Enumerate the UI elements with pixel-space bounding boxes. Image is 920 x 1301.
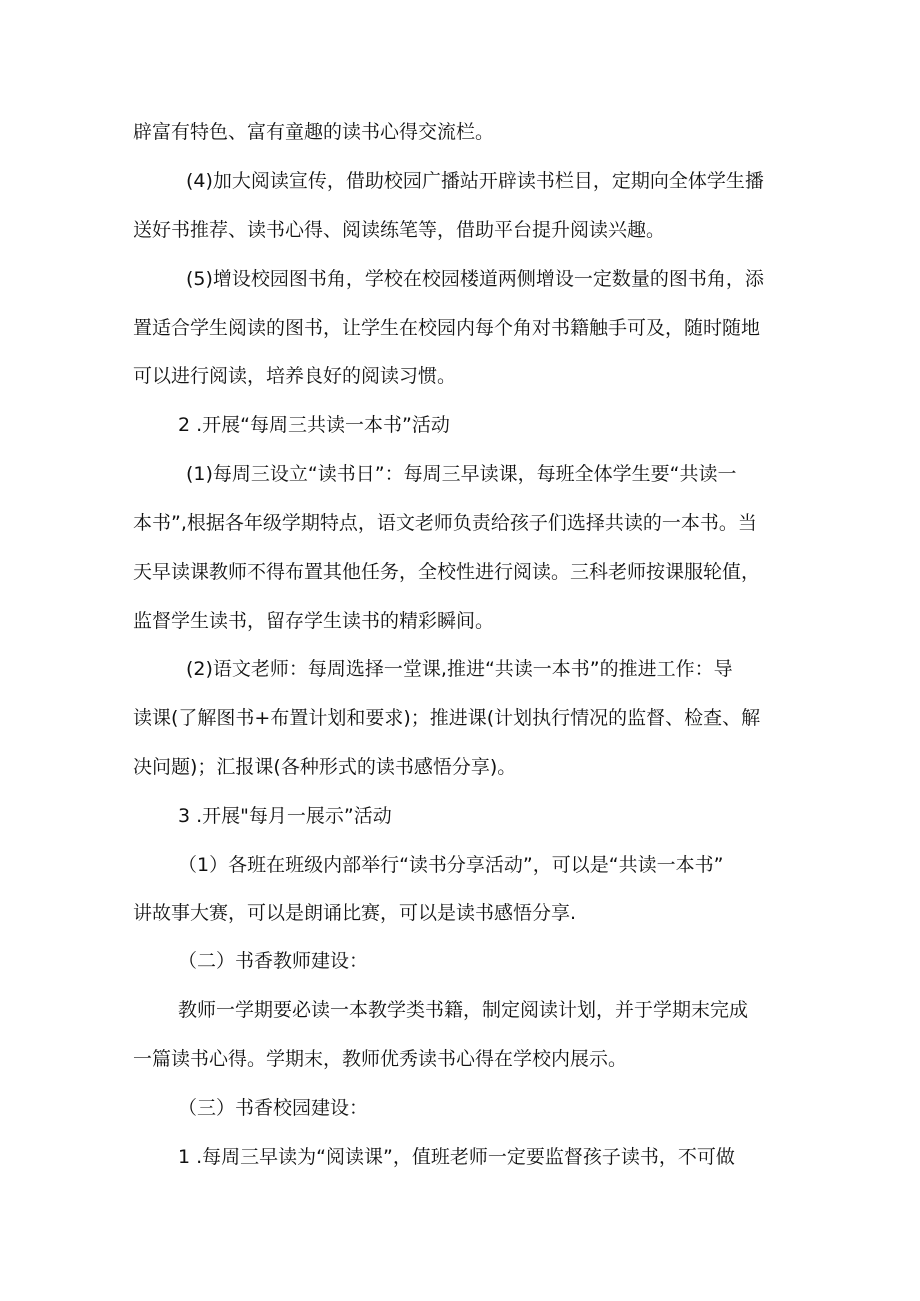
section-heading-campus-building: （三）书香校园建设： — [178, 1097, 369, 1119]
section-heading-monthly-showcase: 3 .开展"每月一展示”活动 — [178, 805, 392, 827]
section-heading-wednesday-reading: 2 .开展“每周三共读一本书”活动 — [178, 414, 450, 436]
paragraph-line: 监督学生读书，留存学生读书的精彩瞬间。 — [133, 610, 495, 632]
paragraph-line: 讲故事大赛，可以是朗诵比赛，可以是读书感悟分享. — [133, 902, 577, 924]
list-item-reading-promotion: (4)加大阅读宣传，借助校园广播站开辟读书栏目，定期向全体学生播 — [186, 170, 764, 192]
list-item-library-corner: (5)增设校园图书角，学校在校园楼道两侧增设一定数量的图书角，添 — [186, 268, 764, 290]
paragraph-line: 本书”,根据各年级学期特点，语文老师负责给孩子们选择共读的一本书。当 — [133, 512, 757, 534]
paragraph-line: 决问题)；汇报课(各种形式的读书感悟分享)。 — [133, 756, 517, 778]
list-item-class-sharing: （1）各班在班级内部举行“读书分享活动”，可以是“共读一本书” — [178, 854, 724, 876]
paragraph-line: 可以进行阅读，培养良好的阅读习惯。 — [133, 365, 457, 387]
paragraph-line: 置适合学生阅读的图书，让学生在校园内每个角对书籍触手可及，随时随地 — [133, 317, 761, 339]
list-item-reading-class: 1 .每周三早读为“阅读课”，值班老师一定要监督孩子读书，不可做 — [178, 1146, 735, 1168]
paragraph-line: 辟富有特色、富有童趣的读书心得交流栏。 — [133, 121, 495, 143]
paragraph-line: 送好书推荐、读书心得、阅读练笔等，借助平台提升阅读兴趣。 — [133, 219, 666, 241]
paragraph-line: 天早读课教师不得布置其他任务，全校性进行阅读。三科老师按课服轮值， — [133, 561, 761, 583]
list-item-reading-day: (1)每周三设立“读书日”：每周三早读课，每班全体学生要“共读一 — [186, 463, 737, 485]
paragraph-line: 一篇读书心得。学期末，教师优秀读书心得在学校内展示。 — [133, 1048, 628, 1070]
paragraph-line: 读课(了解图书+布置计划和要求)；推进课(计划执行情况的监督、检查、解 — [133, 707, 761, 729]
list-item-chinese-teacher: (2)语文老师：每周选择一堂课,推进“共读一本书”的推进工作：导 — [186, 658, 733, 680]
section-heading-teacher-building: （二）书香教师建设： — [178, 950, 369, 972]
paragraph-line: 教师一学期要必读一本教学类书籍，制定阅读计划，并于学期末完成 — [178, 999, 749, 1021]
